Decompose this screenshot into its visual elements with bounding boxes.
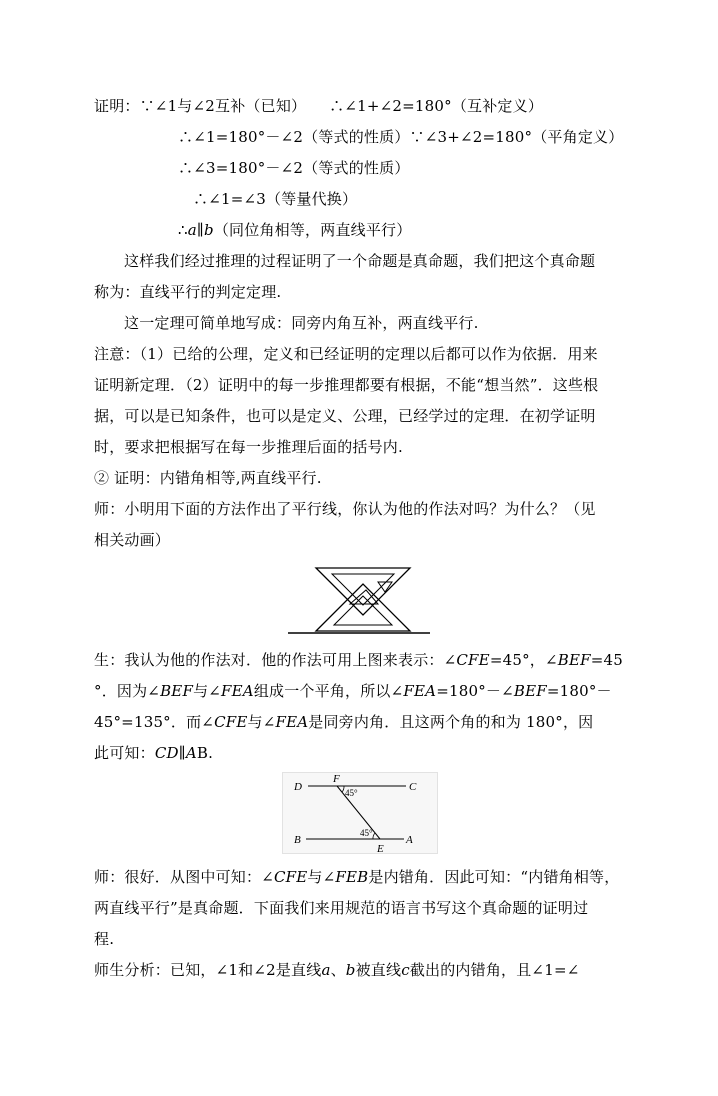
var-b: b bbox=[204, 221, 214, 239]
text-run: 师生分析：已知，∠1和∠2是直线 bbox=[94, 961, 322, 979]
text-run: =45 bbox=[590, 651, 623, 669]
var-b: b bbox=[345, 961, 356, 979]
analysis-line-23 bbox=[94, 960, 579, 980]
parallel-symbol: ∥ bbox=[178, 744, 186, 762]
line-cd: CD bbox=[154, 744, 179, 762]
label-f: F bbox=[333, 773, 340, 785]
note-line-10: 证明新定理．（2）证明中的每一步推理都要有根据，不能“想当然”．这些根 bbox=[94, 376, 599, 394]
teacher-line-22: 程. bbox=[94, 930, 115, 948]
text-run: 是同旁内角．且这两个角的和为 180°，因 bbox=[308, 713, 594, 731]
angle-label-bottom: 45° bbox=[360, 828, 373, 838]
proof-line-2: ∴∠1=180°－∠2（等式的性质）∵∠3+∠2=180°（平角定义） bbox=[178, 128, 624, 146]
text-run: 被直线 bbox=[355, 961, 402, 979]
angle-cfe: CFE bbox=[214, 713, 248, 731]
angle-cfe: CFE bbox=[456, 651, 490, 669]
paragraph-line-6: 这样我们经过推理的过程证明了一个命题是真命题，我们把这个真命题 bbox=[124, 252, 596, 270]
text-run: 师：很好．从图中可知：∠ bbox=[94, 868, 274, 886]
var-c: c bbox=[401, 961, 410, 979]
text-run: =45°，∠ bbox=[489, 651, 558, 669]
text-run: 与∠ bbox=[193, 682, 222, 700]
text-run: 生：我认为他的作法对．他的作法可用上图来表示：∠ bbox=[94, 651, 457, 669]
teacher-line-20 bbox=[94, 867, 619, 887]
text-run: 此可知： bbox=[94, 744, 155, 762]
angle-bef: BEF bbox=[160, 682, 194, 700]
line-a: A bbox=[185, 744, 197, 762]
text-run: 与∠ bbox=[247, 713, 276, 731]
proof-line-1: 证明：∵∠1与∠2互补（已知） ∴∠1+∠2=180°（互补定义） bbox=[94, 97, 544, 115]
text-run: 截出的内错角，且∠1=∠ bbox=[409, 961, 580, 979]
label-d: D bbox=[294, 781, 302, 793]
label-a: A bbox=[406, 834, 413, 846]
teacher-line-15: 相关动画） bbox=[94, 531, 171, 549]
angle-bef: BEF bbox=[513, 682, 547, 700]
text-run: °．因为∠ bbox=[94, 682, 161, 700]
note-line-12: 时，要求把根据写在每一步推理后面的括号内. bbox=[94, 438, 403, 456]
proof-line-4: ∴∠1=∠3（等量代换） bbox=[193, 190, 358, 208]
angle-cfe: CFE bbox=[273, 868, 308, 886]
student-line-19 bbox=[94, 743, 213, 763]
label-b: B bbox=[294, 834, 301, 846]
angle-fea: FEA bbox=[403, 682, 437, 700]
student-line-17 bbox=[94, 681, 612, 701]
label-c: C bbox=[409, 781, 417, 793]
angle-fea: FEA bbox=[275, 713, 309, 731]
set-squares-figure bbox=[288, 562, 430, 636]
section-line-13: ② 证明：内错角相等,两直线平行. bbox=[94, 469, 322, 487]
text-run: 与∠ bbox=[307, 868, 336, 886]
angle-label-top: 45° bbox=[345, 788, 358, 798]
teacher-line-21: 两直线平行”是真命题．下面我们来用规范的语言书写这个真命题的证明过 bbox=[94, 899, 589, 917]
var-a: a bbox=[187, 221, 197, 239]
text-run: 45°=135°．而∠ bbox=[94, 713, 215, 731]
paragraph-line-8: 这一定理可简单地写成：同旁内角互补，两直线平行. bbox=[124, 314, 479, 332]
proof-line-5 bbox=[178, 220, 411, 240]
note-line-9: 注意：（1）已给的公理，定义和已经证明的定理以后都可以作为依据．用来 bbox=[94, 345, 598, 363]
parallel-symbol: ∥ bbox=[196, 221, 205, 239]
angle-bef: BEF bbox=[557, 651, 591, 669]
text-run: =180°－∠ bbox=[436, 682, 514, 700]
reason-text: （同位角相等，两直线平行） bbox=[213, 221, 412, 239]
var-a: a bbox=[321, 961, 331, 979]
text-run: 、 bbox=[330, 961, 346, 979]
proof-line-3: ∴∠3=180°－∠2（等式的性质） bbox=[178, 159, 410, 177]
text-run: =180°－ bbox=[546, 682, 612, 700]
label-e: E bbox=[377, 843, 384, 854]
therefore-symbol: ∴ bbox=[178, 221, 188, 239]
text-run: B. bbox=[196, 744, 214, 762]
angle-fea: FEA bbox=[221, 682, 254, 700]
teacher-line-14: 师：小明用下面的方法作出了平行线，你认为他的作法对吗？为什么？（见 bbox=[94, 500, 596, 518]
paragraph-line-7: 称为：直线平行的判定定理. bbox=[94, 283, 282, 301]
parallel-lines-figure bbox=[282, 772, 438, 854]
student-line-18 bbox=[94, 712, 593, 732]
angle-feb: FEB bbox=[335, 868, 369, 886]
text-run: 是内错角．因此可知：“内错角相等， bbox=[368, 868, 620, 886]
student-line-16 bbox=[94, 650, 623, 670]
text-run: 组成一个平角，所以∠ bbox=[253, 682, 404, 700]
note-line-11: 据，可以是已知条件，也可以是定义、公理，已经学过的定理．在初学证明 bbox=[94, 407, 596, 425]
